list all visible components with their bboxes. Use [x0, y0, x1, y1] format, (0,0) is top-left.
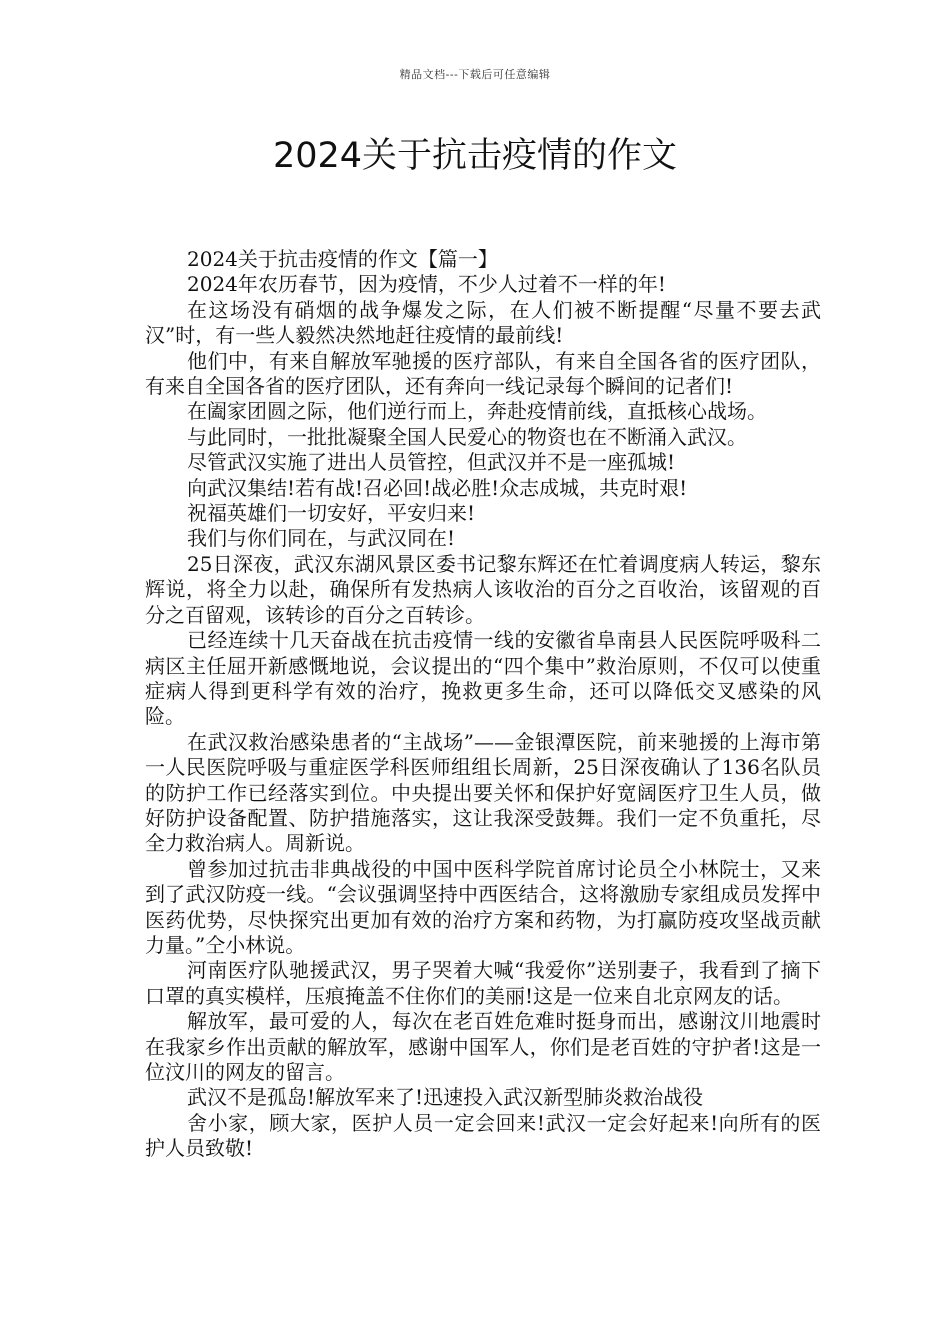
- paragraph: 25日深夜，武汉东湖风景区委书记黎东辉还在忙着调度病人转运，黎东辉说，将全力以赴，确保所有发热病人该收治的百分之百收治，该留观的百分之百留观，该转诊的百分之百转诊。: [145, 551, 821, 627]
- paragraph: 河南医疗队驰援武汉，男子哭着大喊“我爱你”送别妻子，我看到了摘下口罩的真实模样，压痕掩盖不住你们的美丽!这是一位来自北京网友的话。: [145, 958, 821, 1008]
- paragraph: 向武汉集结!若有战!召必回!战必胜!众志成城，共克时艰!: [187, 475, 688, 500]
- paragraph: 解放军，最可爱的人，每次在老百姓危难时挺身而出，感谢汶川地震时在我家乡作出贡献的解放军，感谢中国军人，你们是老百姓的守护者!这是一位汶川的网友的留言。: [145, 1009, 821, 1084]
- paragraph: 在阖家团圆之际，他们逆行而上，奔赴疫情前线，直抵核心战场。: [187, 399, 767, 424]
- paragraph: 我们与你们同在，与武汉同在!: [187, 526, 456, 551]
- paragraph: 舍小家，顾大家，医护人员一定会回来!武汉一定会好起来!向所有的医护人员致敬!: [145, 1110, 821, 1161]
- document-title: 2024关于抗击疫情的作文: [272, 136, 678, 176]
- paragraph: 祝福英雄们一切安好，平安归来!: [187, 501, 476, 526]
- paragraph: 在武汉救治感染患者的“主战场”——金银潭医院，前来驰援的上海市第一人民医院呼吸与重症医学科医师组组长周新，25日深夜确认了136名队员的防护工作已经落实到位。中央提出要关怀和保护好宽阔医疗卫生人员，做好防护设备配置、防护措施落实，这让我深受鼓舞。我们一定不负重托，尽全力救治病人。周新说。: [145, 729, 821, 856]
- paragraph: 曾参加过抗击非典战役的中国中医科学院首席讨论员仝小林院士，又来到了武汉防疫一线。“会议强调坚持中西医结合，这将激励专家组成员发挥中医药优势，尽快探究出更加有效的治疗方案和药物，为打赢防疫攻坚战贡献力量。”仝小林说。: [145, 856, 821, 957]
- header-note: 精品文档---下载后可任意编辑: [399, 68, 551, 81]
- paragraph: 与此同时，一批批凝聚全国人民爱心的物资也在不断涌入武汉。: [187, 424, 747, 449]
- paragraph: 尽管武汉实施了进出人员管控，但武汉并不是一座孤城!: [187, 450, 676, 475]
- paragraph: 已经连续十几天奋战在抗击疫情一线的安徽省阜南县人民医院呼吸科二病区主任屈开新感慨地说，会议提出的“四个集中”救治原则，不仅可以使重症病人得到更科学有效的治疗，挽救更多生命，还可以降低交叉感染的风险。: [145, 628, 821, 729]
- paragraph: 他们中，有来自解放军驰援的医疗部队，有来自全国各省的医疗团队，有来自全国各省的医疗团队，还有奔向一线记录每个瞬间的记者们!: [145, 348, 821, 399]
- paragraph: 在这场没有硝烟的战争爆发之际，在人们被不断提醒“尽量不要去武汉”时，有一些人毅然决然地赶往疫情的最前线!: [145, 297, 821, 348]
- paragraph: 2024关于抗击疫情的作文【篇一】: [187, 247, 498, 271]
- paragraph: 武汉不是孤岛!解放军来了!迅速投入武汉新型肺炎救治战役: [187, 1085, 704, 1110]
- paragraph: 2024年农历春节，因为疫情，不少人过着不一样的年!: [187, 272, 666, 297]
- essay-body: [145, 247, 821, 1162]
